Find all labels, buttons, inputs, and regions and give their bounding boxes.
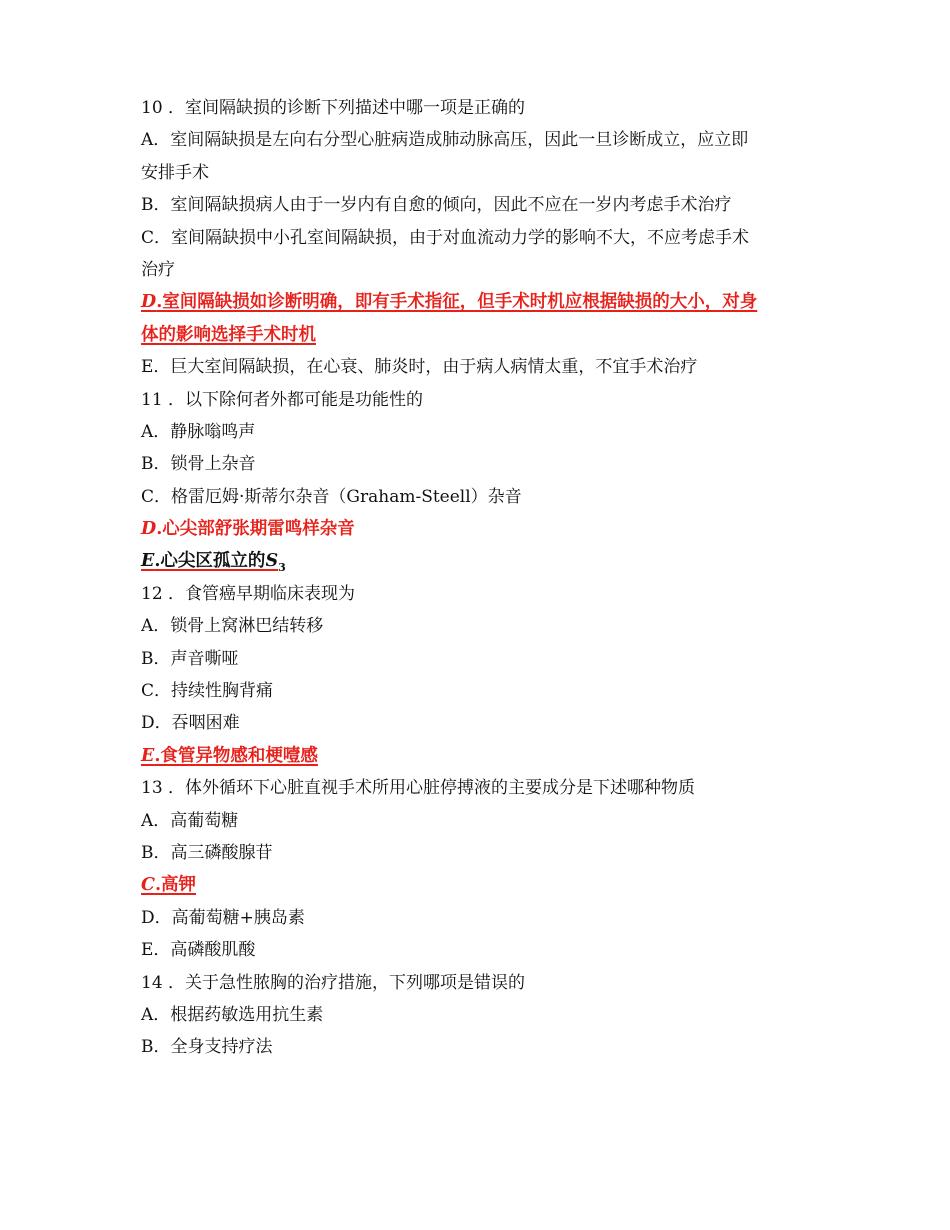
answer-line bbox=[141, 875, 841, 895]
answer-line bbox=[141, 551, 841, 575]
answer-line bbox=[141, 519, 841, 539]
answer-text-wrap bbox=[141, 325, 316, 345]
option-line: E．巨大室间隔缺损，在心衰、肺炎时，由于病人病情太重，不宜手术治疗 bbox=[141, 357, 698, 378]
answer-line bbox=[141, 325, 841, 345]
answer-text: .食管异物感和梗噎感 bbox=[154, 745, 318, 766]
math-symbol: S bbox=[265, 551, 279, 572]
answer-text-wrap bbox=[141, 746, 318, 766]
answer-letter: D bbox=[141, 519, 157, 540]
answer-line bbox=[141, 292, 841, 312]
option-line: B．全身支持疗法 bbox=[141, 1037, 273, 1058]
option-line: 治疗 bbox=[141, 259, 175, 280]
answer-text-wrap bbox=[141, 551, 286, 575]
option-line: B．声音嘶哑 bbox=[141, 648, 239, 669]
answer-text: .心尖部舒张期雷鸣样杂音 bbox=[156, 519, 355, 540]
answer-text-wrap bbox=[141, 519, 355, 539]
option-line: A．室间隔缺损是左向右分型心脏病造成肺动脉高压，因此一旦诊断成立，应立即 bbox=[141, 130, 749, 151]
question-line: 13 ．体外循环下心脏直视手术所用心脏停搏液的主要成分是下述哪种物质 bbox=[141, 778, 696, 799]
question-line: 11 ．以下除何者外都可能是功能性的 bbox=[141, 389, 424, 410]
answer-letter: E bbox=[141, 551, 155, 572]
option-line: B．高三磷酸腺苷 bbox=[141, 842, 273, 863]
option-line: C．格雷厄姆·斯蒂尔杂音（Graham-Steell）杂音 bbox=[141, 486, 522, 507]
option-line: E．高磷酸肌酸 bbox=[141, 940, 256, 961]
answer-letter: C bbox=[141, 875, 155, 896]
answer-letter: D bbox=[141, 292, 157, 313]
option-line: A．高葡萄糖 bbox=[141, 810, 239, 831]
answer-text: .高钾 bbox=[154, 875, 197, 896]
math-subscript: 3 bbox=[278, 561, 286, 575]
answer-text-wrap bbox=[141, 875, 196, 895]
answer-text: 体的影响选择手术时机 bbox=[141, 324, 316, 345]
option-line: A．锁骨上窝淋巴结转移 bbox=[141, 616, 324, 637]
option-line: A．根据药敏选用抗生素 bbox=[141, 1004, 324, 1025]
answer-text: .室间隔缺损如诊断明确，即有手术指征，但手术时机应根据缺损的大小，对身 bbox=[156, 292, 758, 313]
option-line: C．室间隔缺损中小孔室间隔缺损，由于对血流动力学的影响不大，不应考虑手术 bbox=[141, 227, 750, 248]
question-line: 14 ．关于急性脓胸的治疗措施，下列哪项是错误的 bbox=[141, 972, 526, 993]
answer-text-wrap bbox=[141, 292, 757, 312]
answer-letter: E bbox=[141, 745, 155, 766]
option-line: D．吞咽困难 bbox=[141, 713, 240, 734]
document-body bbox=[141, 98, 841, 1070]
option-line: C．持续性胸背痛 bbox=[141, 681, 274, 702]
question-line: 10 ．室间隔缺损的诊断下列描述中哪一项是正确的 bbox=[141, 98, 526, 118]
option-line: D．高葡萄糖+胰岛素 bbox=[141, 907, 305, 928]
question-line: 12 ．食管癌早期临床表现为 bbox=[141, 583, 356, 604]
option-line: B．室间隔缺损病人由于一岁内有自愈的倾向，因此不应在一岁内考虑手术治疗 bbox=[141, 195, 732, 216]
answer-line bbox=[141, 746, 841, 766]
answer-text: .心尖区孤立的 bbox=[154, 551, 266, 572]
option-line: B．锁骨上杂音 bbox=[141, 454, 256, 475]
option-line: 安排手术 bbox=[141, 162, 209, 183]
option-line: A．静脉嗡鸣声 bbox=[141, 421, 256, 442]
